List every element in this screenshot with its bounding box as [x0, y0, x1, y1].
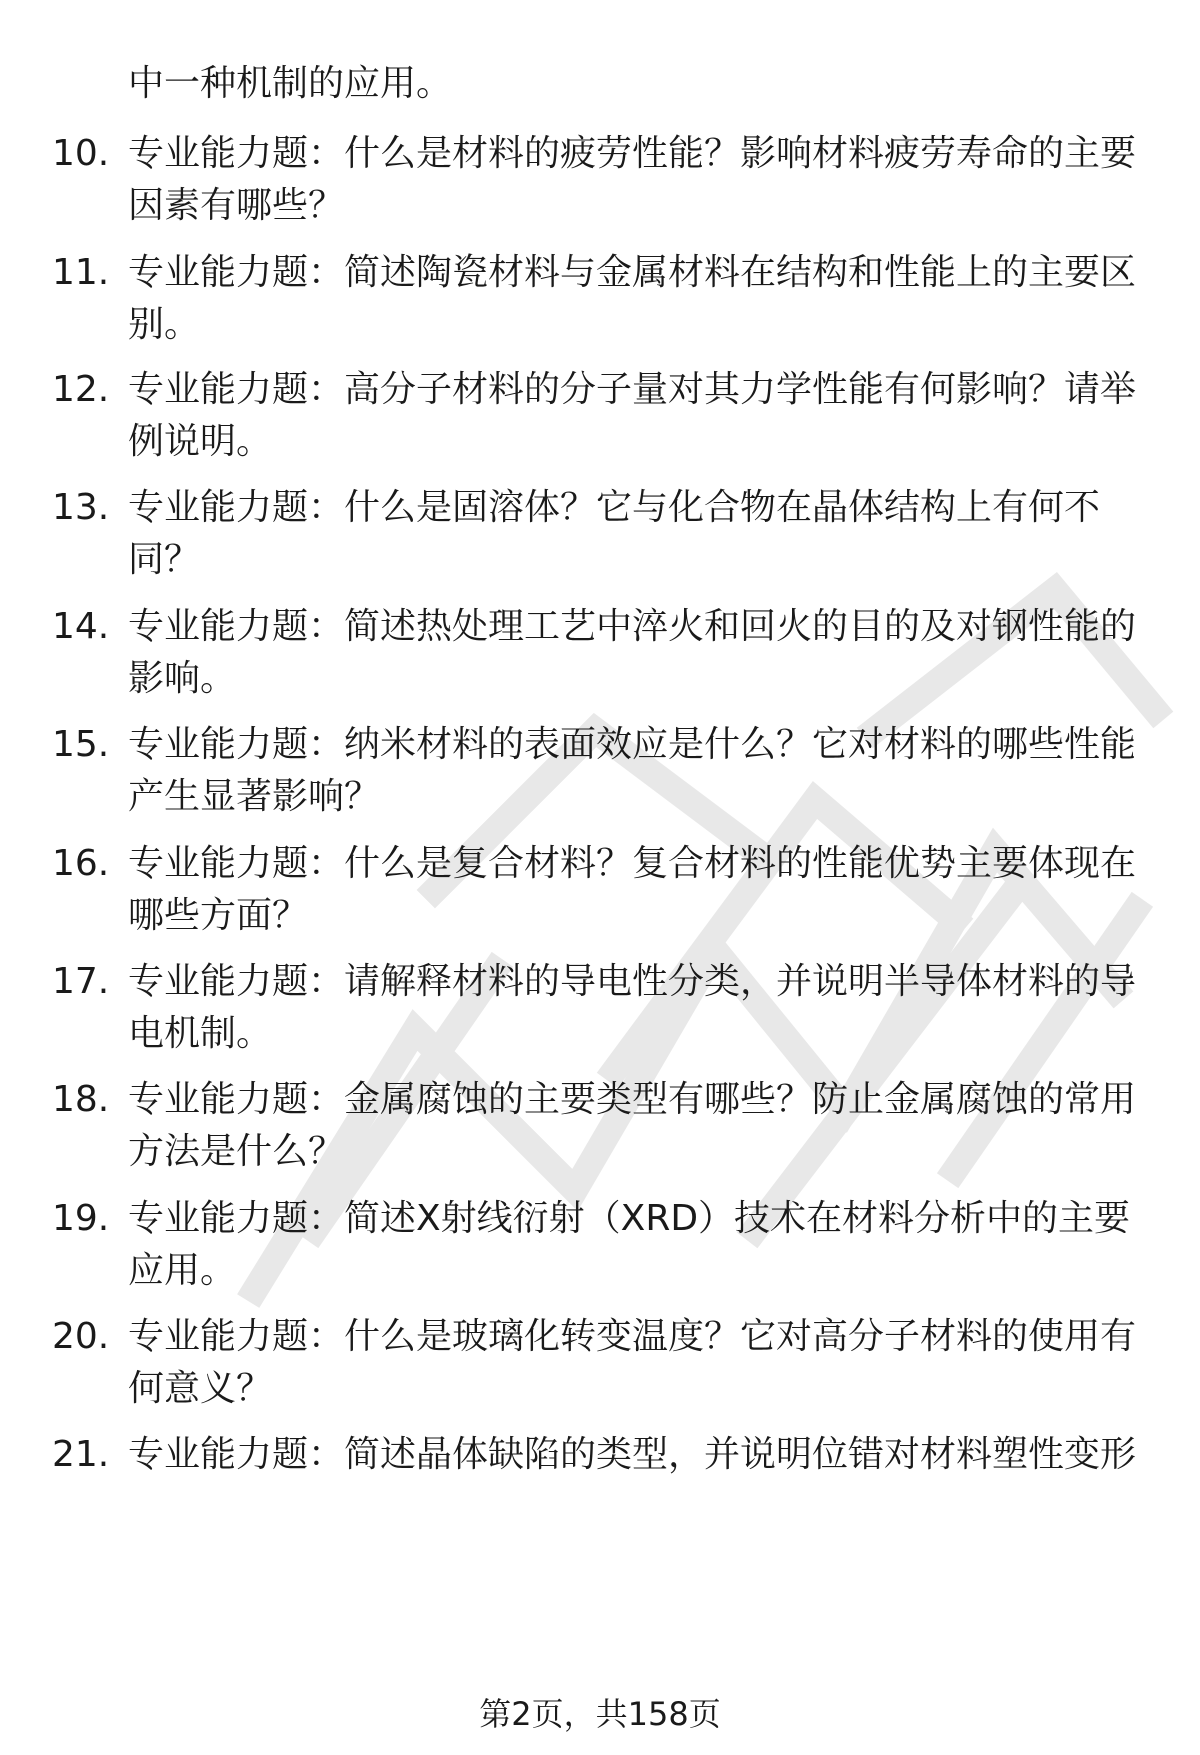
question-text: 专业能力题：什么是固溶体？它与化合物在晶体结构上有何不同？ — [128, 487, 1101, 580]
question-number: 17. — [52, 961, 110, 1002]
question-text: 专业能力题：纳米材料的表面效应是什么？它对材料的哪些性能产生显著影响？ — [128, 724, 1137, 817]
question-text: 专业能力题：什么是玻璃化转变温度？它对高分子材料的使用有何意义？ — [128, 1316, 1137, 1409]
question-text: 专业能力题：简述陶瓷材料与金属材料在结构和性能上的主要区别。 — [128, 252, 1137, 345]
question-text: 专业能力题：简述晶体缺陷的类型，并说明位错对材料塑性变形 — [128, 1434, 1137, 1475]
question-number: 20. — [52, 1316, 110, 1357]
question-number: 19. — [52, 1198, 110, 1239]
question-number: 21. — [52, 1434, 110, 1475]
question-number: 12. — [52, 369, 110, 410]
question-number: 18. — [52, 1079, 110, 1120]
question-text: 专业能力题：什么是复合材料？复合材料的性能优势主要体现在哪些方面？ — [128, 843, 1137, 936]
question-number: 13. — [52, 487, 110, 528]
continuation-text: 中一种机制的应用。 — [128, 63, 453, 104]
question-number: 15. — [52, 724, 110, 765]
question-text: 专业能力题：什么是材料的疲劳性能？影响材料疲劳寿命的主要因素有哪些？ — [128, 133, 1137, 226]
question-number: 10. — [52, 133, 110, 174]
page-footer: 第2页，共158页 — [479, 1695, 721, 1733]
question-number: 14. — [52, 606, 110, 647]
question-text: 专业能力题：请解释材料的导电性分类，并说明半导体材料的导电机制。 — [128, 961, 1137, 1054]
question-number: 16. — [52, 843, 110, 884]
question-number: 11. — [52, 252, 110, 293]
question-text: 专业能力题：高分子材料的分子量对其力学性能有何影响？请举例说明。 — [128, 369, 1137, 462]
question-text: 专业能力题：简述热处理工艺中淬火和回火的目的及对钢性能的影响。 — [128, 606, 1137, 699]
question-text: 专业能力题：简述X射线衍射（XRD）技术在材料分析中的主要应用。 — [128, 1198, 1131, 1291]
question-text: 专业能力题：金属腐蚀的主要类型有哪些？防止金属腐蚀的常用方法是什么？ — [128, 1079, 1137, 1172]
